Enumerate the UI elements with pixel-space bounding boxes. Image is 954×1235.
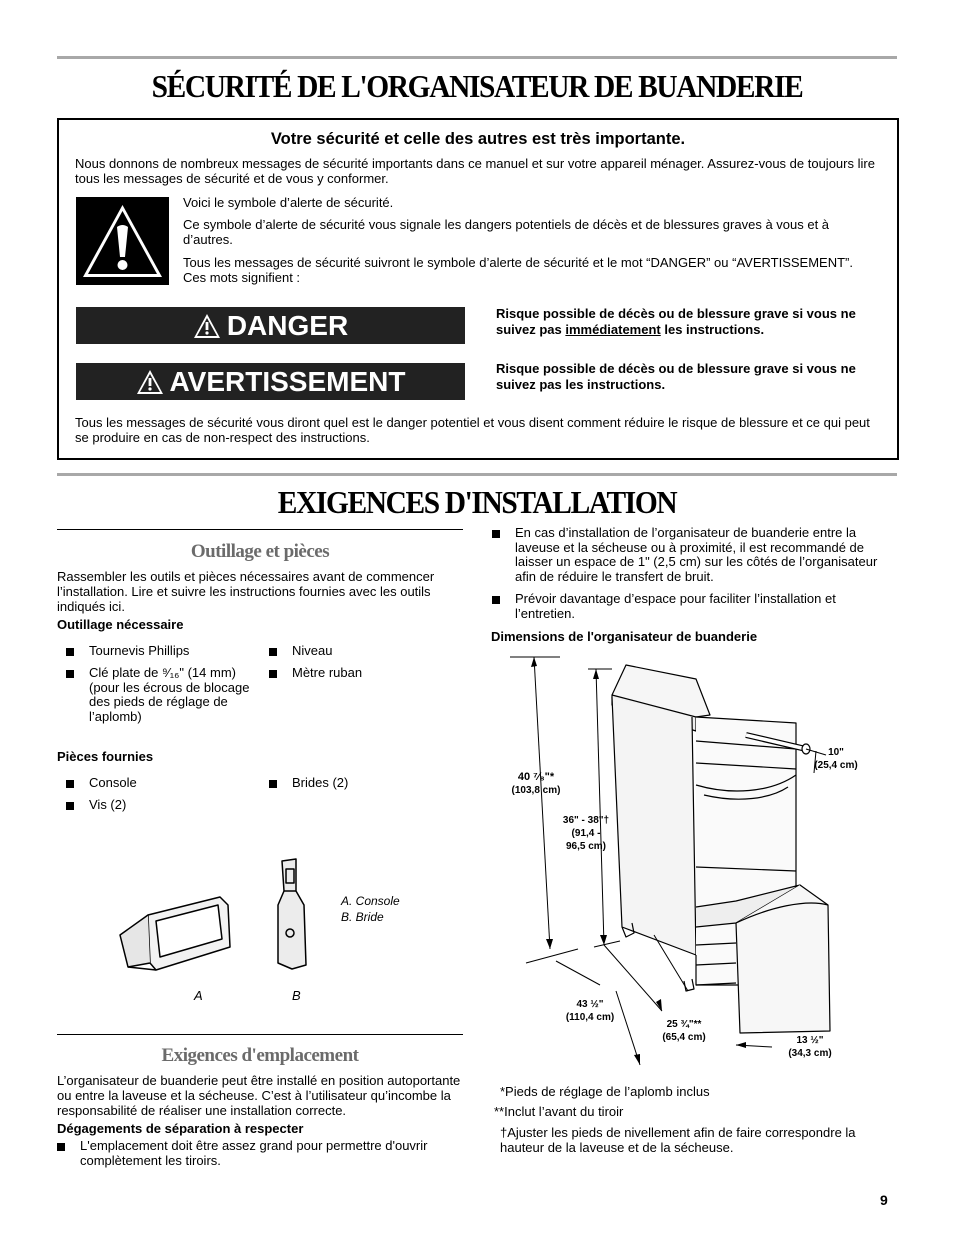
safety-box xyxy=(57,118,899,460)
tool-tape: Mètre ruban xyxy=(292,665,363,680)
symbol-line-3: Tous les messages de sécurité suivront le symbole d’alerte de sécurité et le mot “DANGER” ou “AVERTISSEMENT”. Ces mots signifient : xyxy=(183,255,853,285)
bullet-icon xyxy=(66,648,74,656)
dim-towel-bar: 10" (25,4 cm) xyxy=(814,747,858,771)
danger-alert-icon xyxy=(193,313,221,339)
label-b: B xyxy=(292,988,301,1003)
location-heading: Exigences d'emplacement xyxy=(161,1045,359,1066)
alert-symbol-icon xyxy=(76,197,169,285)
parts-illustration xyxy=(110,855,330,985)
mid-rule xyxy=(57,473,897,476)
tools-heading: Outillage et pièces xyxy=(190,541,330,562)
location-rule xyxy=(57,1034,463,1035)
danger-label: DANGER xyxy=(226,309,349,341)
page-number: 9 xyxy=(880,1192,888,1208)
install-title: EXIGENCES D'INSTALLATION xyxy=(277,484,677,520)
clearance-item: L'emplacement doit être assez grand pour permettre d'ouvrir complètement les tiroirs. xyxy=(80,1138,428,1168)
bullet-icon xyxy=(66,670,74,678)
safety-title: SÉCURITÉ DE L'ORGANISATEUR DE BUANDERIE xyxy=(151,68,803,104)
top-rule xyxy=(57,56,897,59)
bullet-icon xyxy=(492,530,500,538)
bullet-icon xyxy=(269,780,277,788)
dim-depth-open: 43 ½" (110,4 cm) xyxy=(565,999,615,1023)
dim-width: 13 ½" (34,3 cm) xyxy=(788,1035,832,1059)
part-screws: Vis (2) xyxy=(89,797,127,812)
tool-wrench: Clé plate de ⁹⁄₁₆" (14 mm) (pour les écrous de blocage des pieds de réglage de l’aplomb) xyxy=(89,665,250,724)
bullet-icon xyxy=(66,802,74,810)
bullet-icon xyxy=(57,1143,65,1151)
dim-height-range: 36" - 38"† (91,4 - 96,5 cm) xyxy=(562,815,610,852)
bullet-icon xyxy=(269,648,277,656)
symbol-line-2: Ce symbole d’alerte de sécurité vous signale les dangers potentiels de décès et de blessures graves à vous et à d’autres. xyxy=(183,217,830,247)
location-text: L’organisateur de buanderie peut être installé en position autoportante ou entre la laveuse et la sécheuse. C’est à l’utilisateur qu’incombe la responsabilité de réaliser une installation correcte. xyxy=(57,1073,461,1118)
caption-bracket: B. Bride xyxy=(341,910,384,924)
tool-phillips: Tournevis Phillips xyxy=(89,643,190,658)
warning-label: AVERTISSEMENT xyxy=(169,365,406,397)
warning-text: Risque possible de décès ou de blessure grave si vous ne suivez pas les instructions. xyxy=(496,361,856,392)
safety-box-heading: Votre sécurité et celle des autres est très importante. xyxy=(270,130,686,148)
caption-console: A. Console xyxy=(341,894,400,908)
dimensions-heading: Dimensions de l'organisateur de buanderie xyxy=(491,629,758,644)
bullet-icon xyxy=(269,670,277,678)
service-bullet: Prévoir davantage d’espace pour faciliter l’installation et l’entretien. xyxy=(515,591,836,621)
clearance-heading: Dégagements de séparation à respecter xyxy=(57,1121,304,1136)
note-feet: *Pieds de réglage de l’aplomb inclus xyxy=(500,1084,710,1099)
part-console: Console xyxy=(89,775,137,790)
tool-level: Niveau xyxy=(292,643,333,658)
tools-intro: Rassembler les outils et pièces nécessaires avant de commencer l’installation. Lire et suivre les instructions fournies avec les outils indiqués ici. xyxy=(57,569,435,614)
part-brackets: Brides (2) xyxy=(292,775,349,790)
tools-rule xyxy=(57,529,463,530)
note-drawer: **Inclut l’avant du tiroir xyxy=(494,1104,624,1119)
safety-intro: Nous donnons de nombreux messages de sécurité importants dans ce manuel et sur votre appareil ménager. Assurez-vous de toujours lire tous les messages de sécurité et de vous y conformer. xyxy=(75,156,875,186)
bullet-icon xyxy=(66,780,74,788)
warning-alert-icon xyxy=(136,369,164,395)
bullet-icon xyxy=(492,596,500,604)
warning-banner xyxy=(76,363,465,400)
danger-text: Risque possible de décès ou de blessure grave si vous ne suivez pas immédiatement les instructions. xyxy=(496,306,856,337)
label-a: A xyxy=(194,988,203,1003)
note-adjust: †Ajuster les pieds de nivellement afin de faire correspondre la hauteur de la laveuse et de la sécheuse. xyxy=(500,1125,856,1155)
dim-height-total: 40 ⁷⁄₈"* (103,8 cm) xyxy=(511,771,561,796)
safety-footer: Tous les messages de sécurité vous diront quel est le danger potentiel et vous disent comment réduire le risque de blessure et ce qui peut se produire en cas de non-respect des instructions. xyxy=(75,415,870,445)
dim-depth: 25 ¾"** (65,4 cm) xyxy=(662,1019,706,1043)
symbol-line-1: Voici le symbole d’alerte de sécurité. xyxy=(183,195,394,210)
danger-banner xyxy=(76,307,465,344)
spacing-bullet: En cas d’installation de l’organisateur de buanderie entre la laveuse et la sécheuse ou à proximité, il est recommandé de laisser un espace de 1" (2,5 cm) sur les côtés de l’organisateur afin de réduire le transfert de bruit. xyxy=(515,525,878,584)
parts-heading: Pièces fournies xyxy=(57,749,154,764)
tools-needed-heading: Outillage nécessaire xyxy=(57,617,184,632)
